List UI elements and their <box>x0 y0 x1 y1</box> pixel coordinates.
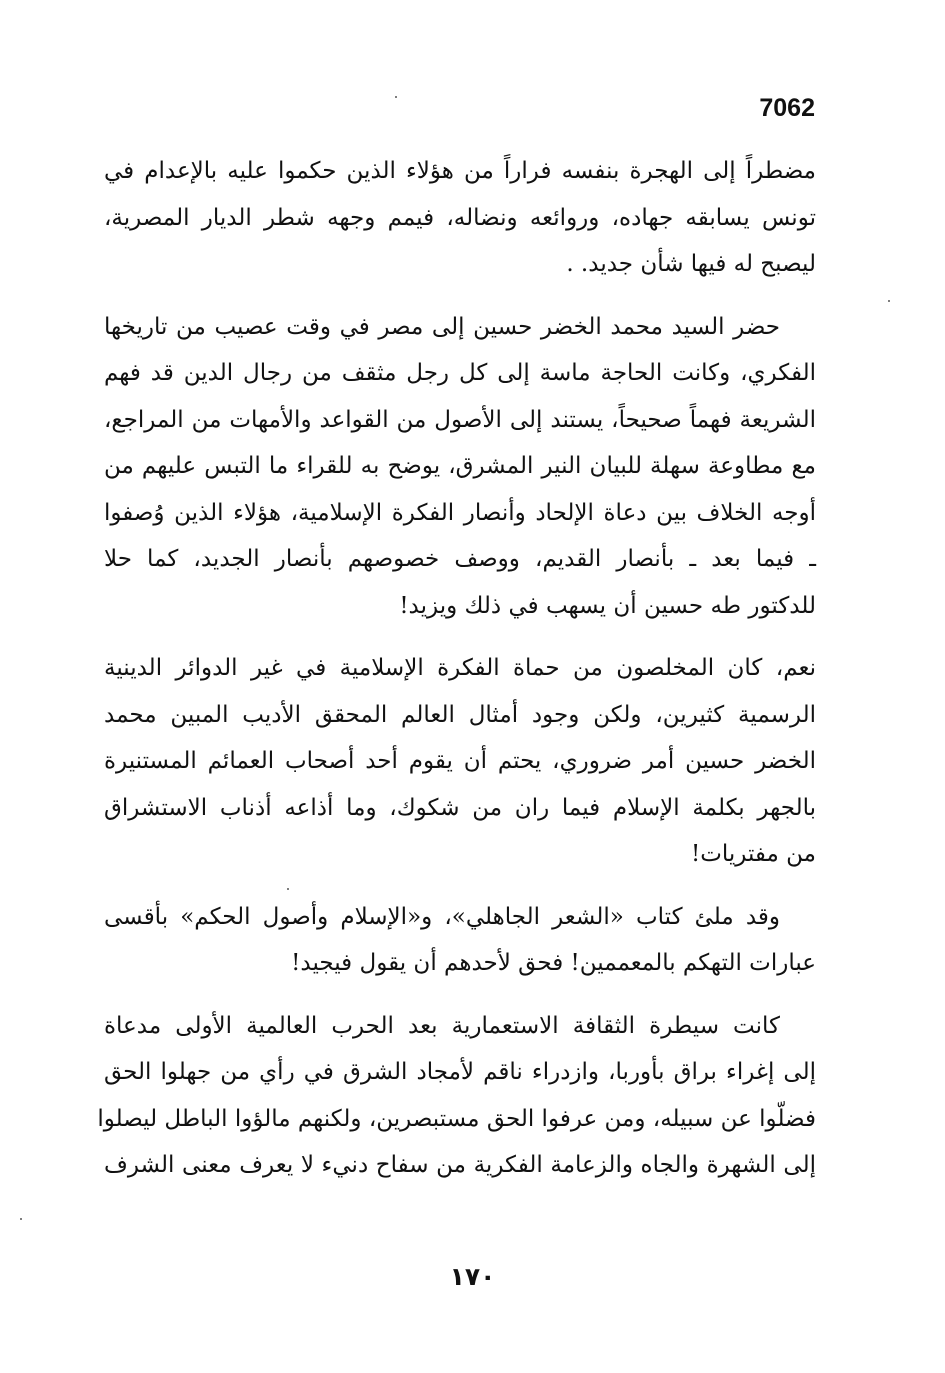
text-line: إلى إغراء براق بأوربا، وازدراء ناقم لأمجاد الشرق في رأي من جهلوا الحق <box>104 1059 816 1085</box>
scan-speck <box>287 888 289 890</box>
scan-speck <box>20 1218 22 1220</box>
paragraph <box>104 148 816 288</box>
paragraph <box>104 645 816 878</box>
text-line: كانت سيطرة الثقافة الاستعمارية بعد الحرب العالمية الأولى مدعاة <box>104 1012 780 1039</box>
paragraph <box>97 1003 816 1189</box>
scan-speck <box>395 96 397 98</box>
text-line: الخضر حسين أمر ضروري، يحتم أن يقوم أحد أصحاب العمائم المستنيرة <box>104 748 816 774</box>
text-line: الرسمية كثيرين، ولكن وجود أمثال العالم المحقق الأديب المبين محمد <box>104 701 816 728</box>
paragraph-gap <box>104 987 816 1003</box>
text-line: الفكري، وكانت الحاجة ماسة إلى كل رجل مثقف من رجال الدين قد فهم <box>104 360 816 386</box>
paragraph <box>104 304 816 630</box>
paragraph-gap <box>104 629 816 645</box>
text-line: من مفتريات! <box>690 841 816 867</box>
text-line: ليصبح له فيها شأن جديد. . <box>566 251 816 277</box>
paragraph-gap <box>104 288 816 304</box>
text-line: أوجه الخلاف بين دعاة الإلحاد وأنصار الفكرة الإسلامية، هؤلاء الذين وُصفوا <box>104 499 816 526</box>
page-number: ١٧٠ <box>449 1262 496 1291</box>
text-line: حضر السيد محمد الخضر حسين إلى مصر في وقت عصيب من تاريخها <box>104 313 780 340</box>
text-line: ـ فيما بعد ـ بأنصار القديم، ووصف خصوصهم بأنصار الجديد، كما حلا <box>104 546 816 572</box>
page-id-label: 7062 <box>759 94 815 122</box>
paragraph-gap <box>104 878 816 894</box>
text-line: الشريعة فهماً صحيحاً، يستند إلى الأصول من القواعد والأمهات من المراجع، <box>104 406 816 433</box>
scan-speck <box>888 300 890 302</box>
text-line: للدكتور طه حسين أن يسهب في ذلك ويزيد! <box>399 592 816 619</box>
text-line: وقد ملئ كتاب «الشعر الجاهلي»، و«الإسلام وأصول الحكم» بأقسى <box>104 903 780 930</box>
text-line: مع مطاوعة سهلة للبيان النير المشرق، يوضح به للقراء ما التبس عليهم من <box>104 453 816 479</box>
text-line: فضلّوا عن سبيله، ومن عرفوا الحق مستبصرين، ولكنهم مالؤوا الباطل ليصلوا <box>97 1105 816 1132</box>
text-line: نعم، كان المخلصون من حماة الفكرة الإسلامية في غير الدوائر الدينية <box>104 655 816 681</box>
body-text <box>97 148 816 1189</box>
text-line: إلى الشهرة والجاه والزعامة الفكرية من سفاح دنيء لا يعرف معنى الشرف <box>104 1152 816 1178</box>
text-line: بالجهر بكلمة الإسلام فيما ران من شكوك، وما أذاعه أذناب الاستشراق <box>104 794 816 821</box>
text-line: عبارات التهكم بالمعممين! فحق لأحدهم أن يقول فيجيد! <box>291 950 816 976</box>
text-line: تونس يسابقه جهاده، وروائعه ونضاله، فيمم وجهه شطر الديار المصرية، <box>104 204 816 231</box>
paragraph <box>104 894 816 987</box>
text-line: مضطراً إلى الهجرة بنفسه فراراً من هؤلاء الذين حكموا عليه بالإعدام في <box>104 158 816 184</box>
